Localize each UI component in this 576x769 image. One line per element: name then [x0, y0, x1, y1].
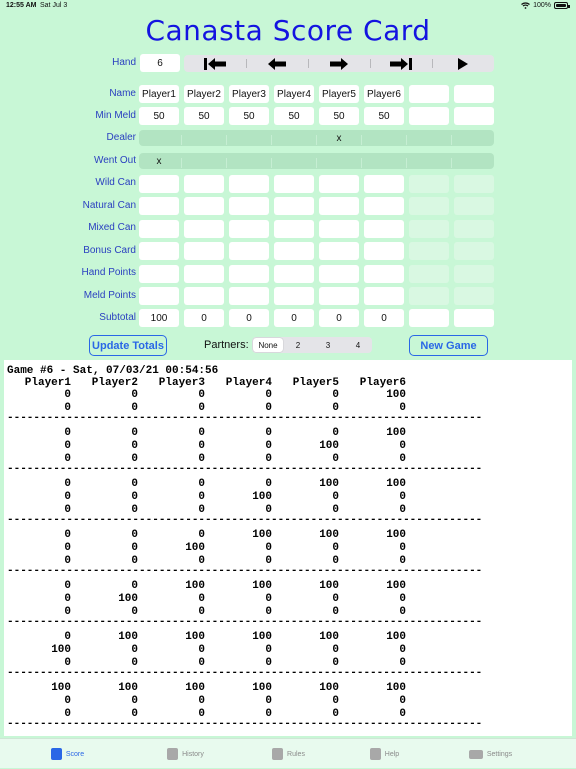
- history-header: Player2: [91, 377, 138, 389]
- history-value: 0: [399, 695, 406, 707]
- hand-label: Hand: [112, 57, 136, 68]
- partners-option-2[interactable]: 2: [295, 340, 301, 350]
- wild-can-cell[interactable]: [409, 175, 449, 193]
- meld-points-cell[interactable]: [274, 287, 314, 305]
- history-value: 0: [198, 402, 205, 414]
- hand-points-cell[interactable]: [364, 265, 404, 283]
- history-value: 0: [198, 708, 205, 720]
- tab-settings-label: Settings: [486, 750, 513, 758]
- history-value: 0: [332, 695, 339, 707]
- tab-help[interactable]: [327, 739, 442, 769]
- history-value: 0: [265, 389, 272, 401]
- natural-can-cell[interactable]: [274, 197, 314, 215]
- history-value: 100: [185, 580, 205, 592]
- min-meld-cell[interactable]: 50: [364, 107, 404, 125]
- hand-points-cell[interactable]: [274, 265, 314, 283]
- mixed-can-cell[interactable]: [319, 220, 359, 238]
- history-value: 100: [319, 631, 339, 643]
- min-meld-cell-empty[interactable]: [409, 107, 449, 125]
- mixed-can-label: Mixed Can: [88, 222, 136, 233]
- history-value: 100: [386, 427, 406, 439]
- history-value: 0: [265, 402, 272, 414]
- history-value: 0: [64, 657, 71, 669]
- history-value: 0: [64, 427, 71, 439]
- min-meld-cell[interactable]: 50: [319, 107, 359, 125]
- history-value: 100: [118, 631, 138, 643]
- history-value: 100: [252, 631, 272, 643]
- history-value: 0: [332, 427, 339, 439]
- hand-points-cell[interactable]: [184, 265, 224, 283]
- history-value: 100: [386, 580, 406, 592]
- history-value: 0: [265, 555, 272, 567]
- bonus-card-cell[interactable]: [274, 242, 314, 260]
- first-hand-button[interactable]: [184, 55, 246, 72]
- history-value: 0: [198, 606, 205, 618]
- subtotal-cell[interactable]: 0: [229, 309, 269, 327]
- bonus-card-cell[interactable]: [454, 242, 494, 260]
- partners-option-3[interactable]: 3: [325, 340, 331, 350]
- history-value: 0: [332, 491, 339, 503]
- went-out-mark: x: [156, 156, 162, 167]
- history-value: 0: [64, 440, 71, 452]
- history-value: 0: [332, 504, 339, 516]
- history-value: 0: [131, 580, 138, 592]
- name-cell[interactable]: Player4: [274, 85, 314, 103]
- history-value: 0: [64, 402, 71, 414]
- page-title: Canasta Score Card: [145, 14, 431, 47]
- history-value: 0: [64, 695, 71, 707]
- history-value: 0: [198, 593, 205, 605]
- tab-score[interactable]: [10, 739, 125, 769]
- tab-bar: [0, 738, 576, 768]
- tab-history[interactable]: [128, 739, 243, 769]
- wild-can-cell[interactable]: [364, 175, 404, 193]
- history-separator: ------------------------------------------------------------------------: [7, 565, 483, 577]
- history-header: Player6: [359, 377, 406, 389]
- tab-history-label: History: [182, 750, 204, 758]
- history-value: 100: [118, 682, 138, 694]
- natural-can-cell[interactable]: [319, 197, 359, 215]
- mixed-can-cell[interactable]: [184, 220, 224, 238]
- hand-points-label: Hand Points: [81, 267, 136, 278]
- partners-option-4[interactable]: 4: [355, 340, 361, 350]
- subtotal-cell[interactable]: 0: [184, 309, 224, 327]
- wild-can-cell[interactable]: [139, 175, 179, 193]
- subtotal-cell[interactable]: 0: [319, 309, 359, 327]
- history-value: 100: [386, 682, 406, 694]
- history-value: 0: [399, 606, 406, 618]
- history-value: 0: [198, 695, 205, 707]
- natural-can-cell[interactable]: [454, 197, 494, 215]
- hand-number-field[interactable]: 6: [140, 54, 180, 72]
- meld-points-cell[interactable]: [454, 287, 494, 305]
- history-value: 0: [131, 708, 138, 720]
- mixed-can-cell[interactable]: [139, 220, 179, 238]
- subtotal-cell[interactable]: 100: [139, 309, 179, 327]
- history-value: 100: [252, 682, 272, 694]
- history-value: 0: [265, 478, 272, 490]
- name-cell[interactable]: Player6: [364, 85, 404, 103]
- mixed-can-cell[interactable]: [409, 220, 449, 238]
- bonus-card-cell[interactable]: [139, 242, 179, 260]
- history-value: 0: [198, 491, 205, 503]
- history-value: 0: [131, 657, 138, 669]
- tab-rules-label: Rules: [287, 750, 305, 758]
- natural-can-cell[interactable]: [409, 197, 449, 215]
- mixed-can-cell[interactable]: [229, 220, 269, 238]
- partners-selector: [252, 337, 372, 353]
- history-separator: ------------------------------------------------------------------------: [7, 718, 483, 730]
- history-value: 0: [265, 504, 272, 516]
- mixed-can-cell[interactable]: [364, 220, 404, 238]
- hand-points-cell[interactable]: [319, 265, 359, 283]
- history-value: 0: [198, 427, 205, 439]
- play-button[interactable]: [432, 55, 494, 72]
- history-value: 0: [265, 708, 272, 720]
- subtotal-cell[interactable]: 0: [274, 309, 314, 327]
- history-value: 100: [252, 491, 272, 503]
- history-value: 0: [198, 657, 205, 669]
- history-value: 0: [332, 555, 339, 567]
- natural-can-cell[interactable]: [229, 197, 269, 215]
- bonus-card-cell[interactable]: [229, 242, 269, 260]
- history-value: 100: [319, 580, 339, 592]
- rules-icon: [272, 748, 283, 760]
- meld-points-cell[interactable]: [229, 287, 269, 305]
- tab-score-label: Score: [65, 750, 85, 758]
- partners-label: Partners:: [204, 339, 249, 351]
- history-value: 0: [131, 440, 138, 452]
- hand-navigation: [184, 55, 494, 72]
- history-value: 100: [319, 440, 339, 452]
- history-value: 100: [252, 580, 272, 592]
- name-cell[interactable]: Player3: [229, 85, 269, 103]
- status-date: Sat Jul 3: [40, 2, 68, 9]
- history-header: Player1: [24, 377, 71, 389]
- wild-can-cell[interactable]: [184, 175, 224, 193]
- history-value: 0: [399, 440, 406, 452]
- wild-can-cell[interactable]: [274, 175, 314, 193]
- name-cell[interactable]: Player1: [139, 85, 179, 103]
- hand-points-cell[interactable]: [454, 265, 494, 283]
- history-value: 0: [265, 593, 272, 605]
- history-value: 0: [64, 593, 71, 605]
- history-value: 0: [131, 478, 138, 490]
- arrow-left-icon: [268, 58, 286, 70]
- meld-points-cell[interactable]: [139, 287, 179, 305]
- history-value: 0: [399, 657, 406, 669]
- history-value: 0: [64, 606, 71, 618]
- next-hand-button[interactable]: [308, 55, 370, 72]
- game-title: Game #6 - Sat, 07/03/21 00:54:56: [7, 365, 219, 377]
- subtotal-cell[interactable]: 0: [364, 309, 404, 327]
- history-value: 0: [265, 440, 272, 452]
- history-value: 100: [386, 389, 406, 401]
- history-value: 100: [319, 529, 339, 541]
- settings-icon: [469, 750, 483, 759]
- name-cell-empty[interactable]: [409, 85, 449, 103]
- bonus-card-cell[interactable]: [409, 242, 449, 260]
- history-value: 0: [64, 491, 71, 503]
- history-value: 0: [399, 593, 406, 605]
- history-value: 0: [131, 644, 138, 656]
- history-header: Player4: [225, 377, 272, 389]
- natural-can-cell[interactable]: [184, 197, 224, 215]
- history-value: 0: [265, 644, 272, 656]
- meld-points-label: Meld Points: [83, 290, 136, 301]
- history-separator: ------------------------------------------------------------------------: [7, 667, 483, 679]
- wild-can-cell[interactable]: [454, 175, 494, 193]
- went-out-label: Went Out: [93, 155, 136, 166]
- meld-points-cell[interactable]: [409, 287, 449, 305]
- history-value: 0: [131, 606, 138, 618]
- bonus-card-cell[interactable]: [364, 242, 404, 260]
- name-cell-empty[interactable]: [454, 85, 494, 103]
- history-value: 0: [332, 644, 339, 656]
- name-label: Name: [109, 88, 136, 99]
- history-value: 0: [399, 504, 406, 516]
- partners-option-none[interactable]: None: [253, 338, 283, 352]
- history-value: 0: [399, 402, 406, 414]
- history-value: 0: [64, 542, 71, 554]
- history-value: 0: [198, 478, 205, 490]
- history-value: 0: [131, 389, 138, 401]
- name-cell[interactable]: Player5: [319, 85, 359, 103]
- history-value: 100: [51, 644, 71, 656]
- history-value: 0: [131, 542, 138, 554]
- history-value: 100: [118, 593, 138, 605]
- history-value: 0: [64, 504, 71, 516]
- help-icon: [370, 748, 381, 760]
- history-value: 0: [399, 555, 406, 567]
- history-value: 100: [319, 478, 339, 490]
- arrow-right-icon: [330, 58, 348, 70]
- history-value: 0: [332, 542, 339, 554]
- min-meld-cell[interactable]: 50: [274, 107, 314, 125]
- dealer-mark: x: [336, 133, 342, 144]
- history-value: 0: [399, 491, 406, 503]
- history-value: 0: [64, 453, 71, 465]
- history-value: 0: [332, 389, 339, 401]
- history-header: Player5: [292, 377, 339, 389]
- history-value: 0: [332, 593, 339, 605]
- history-value: 0: [332, 708, 339, 720]
- subtotal-label: Subtotal: [99, 312, 136, 323]
- name-cell[interactable]: Player2: [184, 85, 224, 103]
- play-icon: [458, 58, 468, 70]
- meld-points-cell[interactable]: [364, 287, 404, 305]
- history-value: 0: [399, 708, 406, 720]
- history-value: 100: [185, 542, 205, 554]
- history-separator: ------------------------------------------------------------------------: [7, 463, 483, 475]
- wild-can-cell[interactable]: [229, 175, 269, 193]
- history-value: 0: [332, 402, 339, 414]
- skip-first-icon: [204, 58, 226, 70]
- natural-can-label: Natural Can: [82, 200, 136, 211]
- history-value: 0: [265, 657, 272, 669]
- battery-icon: [554, 2, 568, 9]
- history-icon: [167, 748, 178, 760]
- history-value: 100: [386, 529, 406, 541]
- history-value: 0: [131, 555, 138, 567]
- history-value: 0: [265, 542, 272, 554]
- history-value: 0: [332, 657, 339, 669]
- min-meld-label: Min Meld: [95, 110, 136, 121]
- history-value: 100: [319, 682, 339, 694]
- hand-points-cell[interactable]: [229, 265, 269, 283]
- update-totals-button[interactable]: Update Totals: [89, 335, 167, 356]
- previous-hand-button[interactable]: [246, 55, 308, 72]
- history-value: 100: [185, 682, 205, 694]
- wifi-icon: [521, 2, 530, 9]
- status-bar: [0, 0, 576, 12]
- history-value: 0: [64, 580, 71, 592]
- history-value: 0: [399, 542, 406, 554]
- history-value: 0: [265, 427, 272, 439]
- history-value: 100: [51, 682, 71, 694]
- history-value: 0: [131, 695, 138, 707]
- hand-points-cell[interactable]: [139, 265, 179, 283]
- history-value: 0: [265, 695, 272, 707]
- history-header: Player3: [158, 377, 205, 389]
- bonus-card-cell[interactable]: [184, 242, 224, 260]
- history-value: 0: [399, 644, 406, 656]
- history-value: 0: [64, 478, 71, 490]
- wild-can-cell[interactable]: [319, 175, 359, 193]
- game-history-log[interactable]: [4, 360, 572, 736]
- history-value: 0: [198, 529, 205, 541]
- history-value: 0: [332, 606, 339, 618]
- history-value: 0: [265, 453, 272, 465]
- bonus-card-label: Bonus Card: [83, 245, 136, 256]
- history-value: 0: [332, 453, 339, 465]
- subtotal-cell-empty[interactable]: [409, 309, 449, 327]
- history-value: 0: [198, 644, 205, 656]
- history-value: 0: [198, 389, 205, 401]
- score-icon: [51, 748, 62, 760]
- meld-points-cell[interactable]: [184, 287, 224, 305]
- mixed-can-cell[interactable]: [454, 220, 494, 238]
- history-separator: ------------------------------------------------------------------------: [7, 412, 483, 424]
- history-separator: ------------------------------------------------------------------------: [7, 514, 483, 526]
- history-value: 0: [64, 529, 71, 541]
- history-value: 100: [185, 631, 205, 643]
- battery-percent: 100%: [533, 2, 551, 9]
- history-value: 0: [64, 555, 71, 567]
- history-value: 0: [131, 402, 138, 414]
- history-value: 0: [198, 504, 205, 516]
- history-value: 100: [386, 478, 406, 490]
- natural-can-cell[interactable]: [139, 197, 179, 215]
- history-value: 0: [198, 440, 205, 452]
- history-separator: ------------------------------------------------------------------------: [7, 616, 483, 628]
- history-value: 0: [131, 529, 138, 541]
- dealer-label: Dealer: [106, 132, 136, 143]
- history-value: 0: [64, 708, 71, 720]
- history-value: 0: [64, 631, 71, 643]
- history-value: 100: [386, 631, 406, 643]
- tab-help-label: Help: [384, 750, 400, 758]
- history-value: 0: [399, 453, 406, 465]
- history-value: 0: [64, 389, 71, 401]
- history-value: 0: [131, 453, 138, 465]
- natural-can-cell[interactable]: [364, 197, 404, 215]
- skip-last-icon: [390, 58, 412, 70]
- last-hand-button[interactable]: [370, 55, 432, 72]
- min-meld-cell[interactable]: 50: [229, 107, 269, 125]
- status-time: 12:55 AM: [6, 2, 37, 9]
- bonus-card-cell[interactable]: [319, 242, 359, 260]
- wild-can-label: Wild Can: [95, 177, 136, 188]
- meld-points-cell[interactable]: [319, 287, 359, 305]
- min-meld-cell[interactable]: 50: [139, 107, 179, 125]
- history-value: 100: [252, 529, 272, 541]
- min-meld-cell[interactable]: 50: [184, 107, 224, 125]
- subtotal-cell-empty[interactable]: [454, 309, 494, 327]
- history-value: 0: [131, 491, 138, 503]
- history-value: 0: [131, 504, 138, 516]
- history-value: 0: [198, 555, 205, 567]
- min-meld-cell-empty[interactable]: [454, 107, 494, 125]
- history-value: 0: [198, 453, 205, 465]
- history-value: 0: [131, 427, 138, 439]
- hand-points-cell[interactable]: [409, 265, 449, 283]
- history-value: 0: [265, 606, 272, 618]
- tab-settings[interactable]: [433, 739, 548, 769]
- new-game-button[interactable]: New Game: [409, 335, 488, 356]
- mixed-can-cell[interactable]: [274, 220, 314, 238]
